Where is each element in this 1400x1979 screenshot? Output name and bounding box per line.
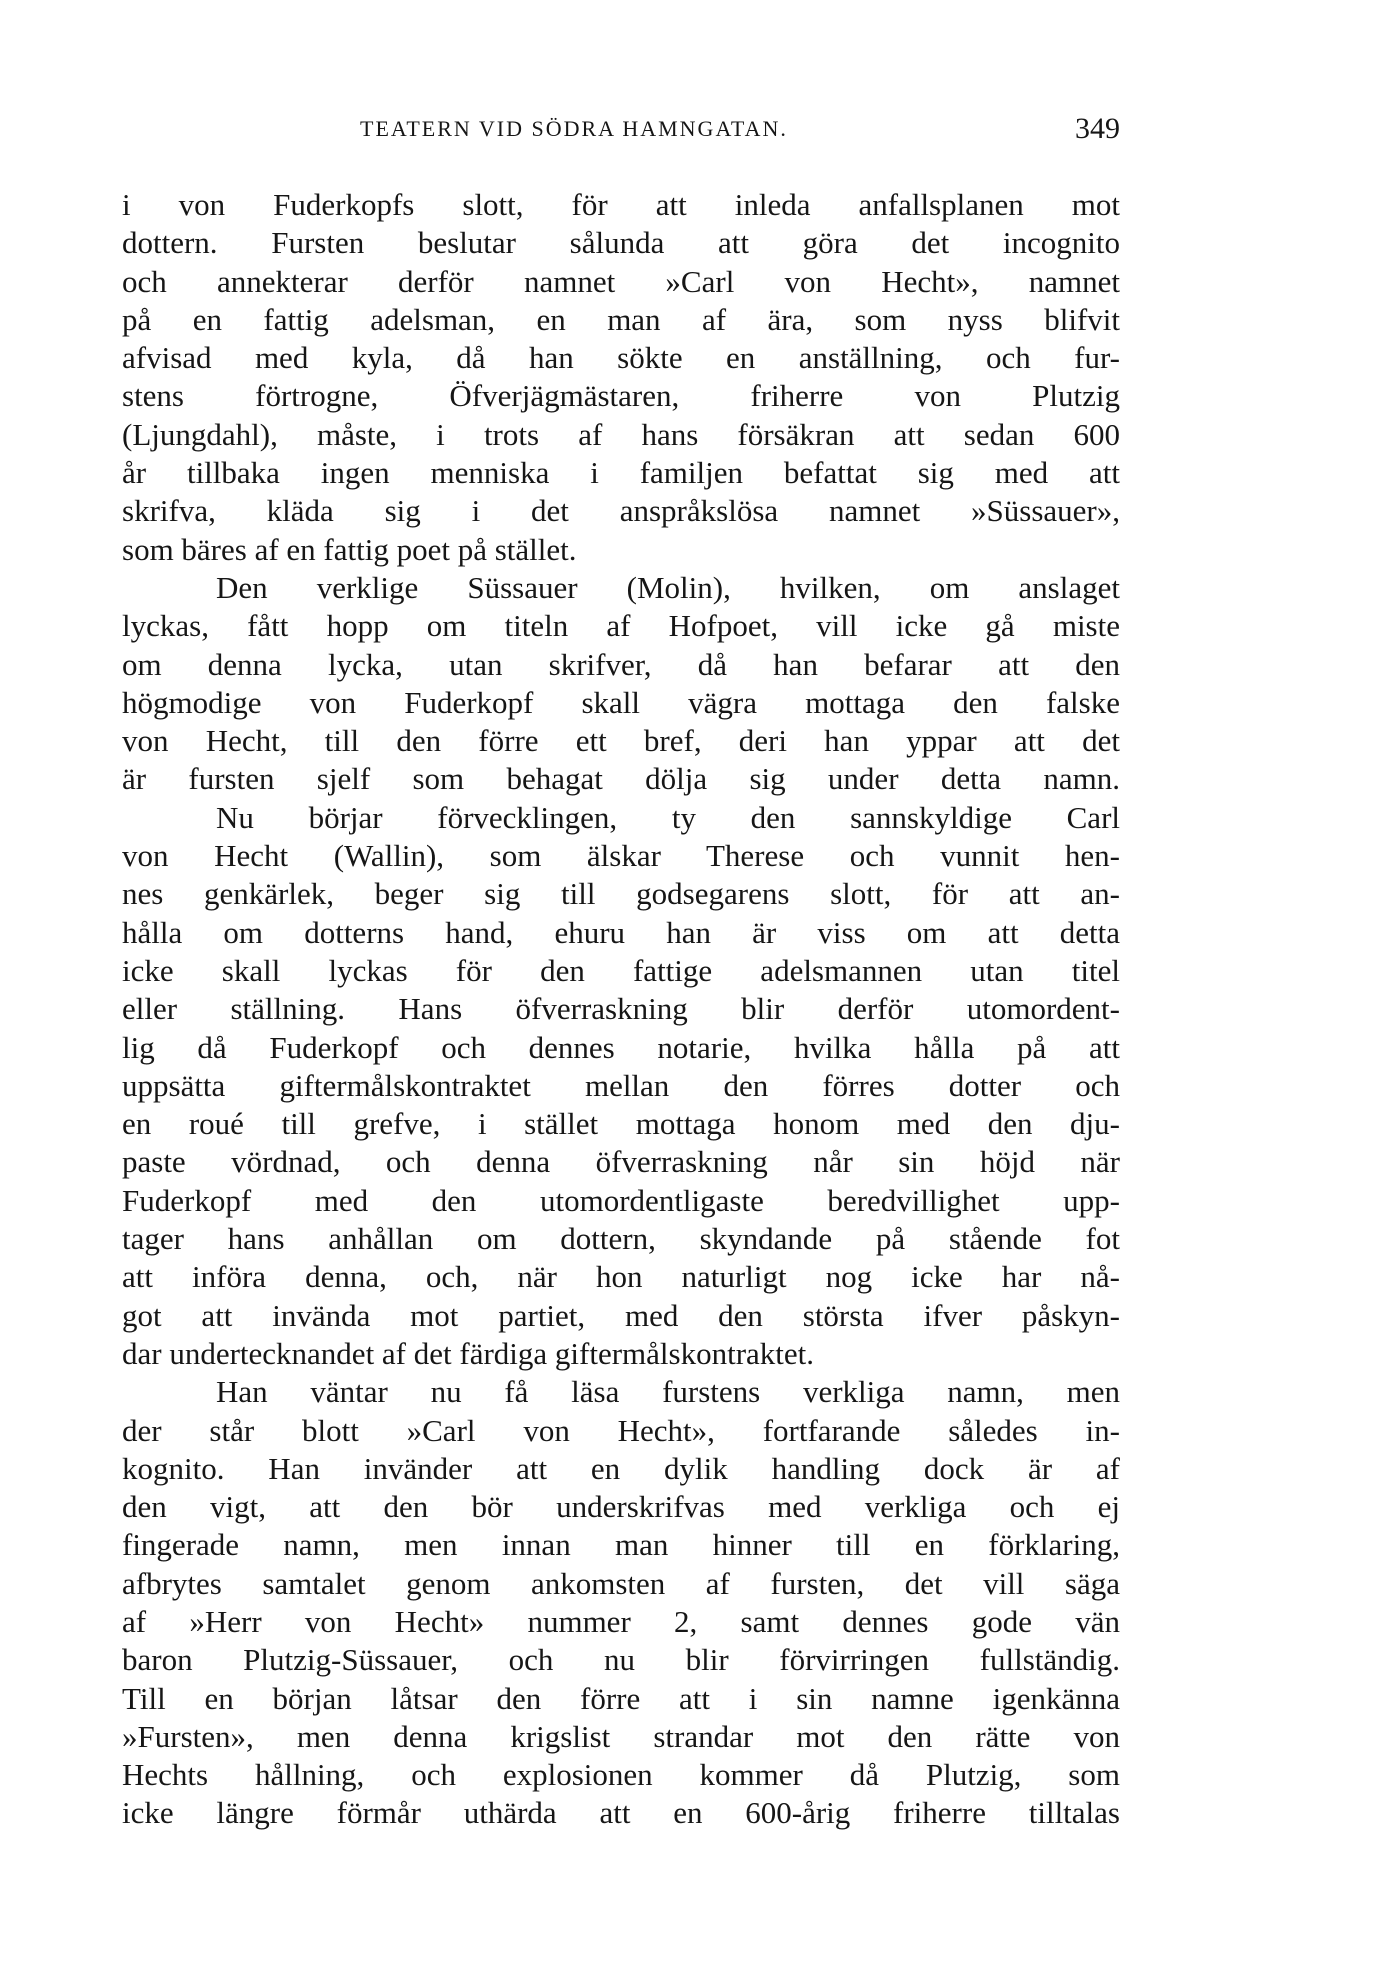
running-title: TEATERN VID SÖDRA HAMNGATAN.: [360, 116, 788, 141]
text-line: got att invända mot partiet, med den största ifver påskyn-: [122, 1297, 1120, 1333]
text-line: kognito. Han invänder att en dylik handling dock är af: [122, 1450, 1120, 1486]
text-line: är fursten sjelf som behagat dölja sig under detta namn.: [122, 761, 1120, 797]
text-line: dottern. Fursten beslutar sålunda att göra det incognito: [122, 225, 1120, 261]
text-line: Den verklige Süssauer (Molin), hvilken, om anslaget: [216, 569, 1120, 605]
text-line: »Fursten», men denna krigslist strandar mot den rätte von: [122, 1718, 1120, 1754]
text-line: nes genkärlek, beger sig till godsegarens slott, för att an-: [122, 876, 1120, 912]
text-line: icke längre förmår uthärda att en 600-årig friherre tilltalas: [122, 1795, 1120, 1831]
text-line: dar undertecknandet af det färdiga giftermålskontraktet.: [122, 1335, 815, 1371]
text-line: eller ställning. Hans öfverraskning blir derför utomordent-: [122, 991, 1120, 1027]
text-line: lig då Fuderkopf och dennes notarie, hvilka hålla på att: [122, 1029, 1120, 1065]
text-line: Fuderkopf med den utomordentligaste beredvillighet upp-: [122, 1182, 1120, 1218]
text-line: uppsätta giftermålskontraktet mellan den förres dotter och: [122, 1067, 1120, 1103]
text-line: som bäres af en fattig poet på stället.: [122, 531, 577, 567]
text-line: Till en början låtsar den förre att i sin namne igenkänna: [122, 1680, 1120, 1716]
text-line: von Hecht, till den förre ett bref, deri han yppar att det: [122, 723, 1120, 759]
text-line: afbrytes samtalet genom ankomsten af fursten, det vill säga: [122, 1565, 1120, 1601]
text-line: om denna lycka, utan skrifver, då han befarar att den: [122, 646, 1120, 682]
text-line: icke skall lyckas för den fattige adelsmannen utan titel: [122, 952, 1120, 988]
text-line: i von Fuderkopfs slott, för att inleda anfallsplanen mot: [122, 187, 1120, 222]
text-line: lyckas, fått hopp om titeln af Hofpoet, vill icke gå miste: [122, 608, 1120, 644]
text-line: högmodige von Fuderkopf skall vägra mottaga den falske: [122, 684, 1120, 720]
text-line: skrifva, kläda sig i det anspråkslösa namnet »Süssauer»,: [122, 493, 1120, 529]
text-line: att införa denna, och, när hon naturligt nog icke har nå-: [122, 1259, 1120, 1295]
text-line: Nu börjar förvecklingen, ty den sannskyldige Carl: [216, 799, 1120, 835]
text-line: fingerade namn, men innan man hinner till en förklaring,: [122, 1527, 1120, 1563]
text-line: på en fattig adelsman, en man af ära, som nyss blifvit: [122, 301, 1120, 337]
body-text: [122, 186, 1120, 1833]
text-line: tager hans anhållan om dottern, skyndande på stående fot: [122, 1221, 1120, 1257]
text-line: von Hecht (Wallin), som älskar Therese och vunnit hen-: [122, 838, 1120, 874]
text-line: af »Herr von Hecht» nummer 2, samt dennes gode vän: [122, 1603, 1120, 1639]
page-number: 349: [1075, 112, 1120, 145]
running-head: [120, 112, 1120, 152]
text-line: en roué till grefve, i stället mottaga honom med den dju-: [122, 1106, 1120, 1142]
text-line: (Ljungdahl), måste, i trots af hans försäkran att sedan 600: [122, 416, 1120, 452]
text-line: afvisad med kyla, då han sökte en anställning, och fur-: [122, 340, 1120, 376]
text-line: baron Plutzig-Süssauer, och nu blir förvirringen fullständig.: [122, 1642, 1120, 1678]
text-line: år tillbaka ingen menniska i familjen befattat sig med att: [122, 455, 1120, 491]
text-line: och annekterar derför namnet »Carl von Hecht», namnet: [122, 263, 1120, 299]
text-line: hålla om dotterns hand, ehuru han är viss om att detta: [122, 914, 1120, 950]
text-line: der står blott »Carl von Hecht», fortfarande således in-: [122, 1412, 1120, 1448]
text-line: stens förtrogne, Öfverjägmästaren, friherre von Plutzig: [122, 378, 1120, 414]
text-line: den vigt, att den bör underskrifvas med verkliga och ej: [122, 1489, 1120, 1525]
text-line: paste vördnad, och denna öfverraskning når sin höjd när: [122, 1144, 1120, 1180]
text-line: Han väntar nu få läsa furstens verkliga namn, men: [216, 1374, 1120, 1410]
text-line: Hechts hållning, och explosionen kommer då Plutzig, som: [122, 1757, 1120, 1793]
